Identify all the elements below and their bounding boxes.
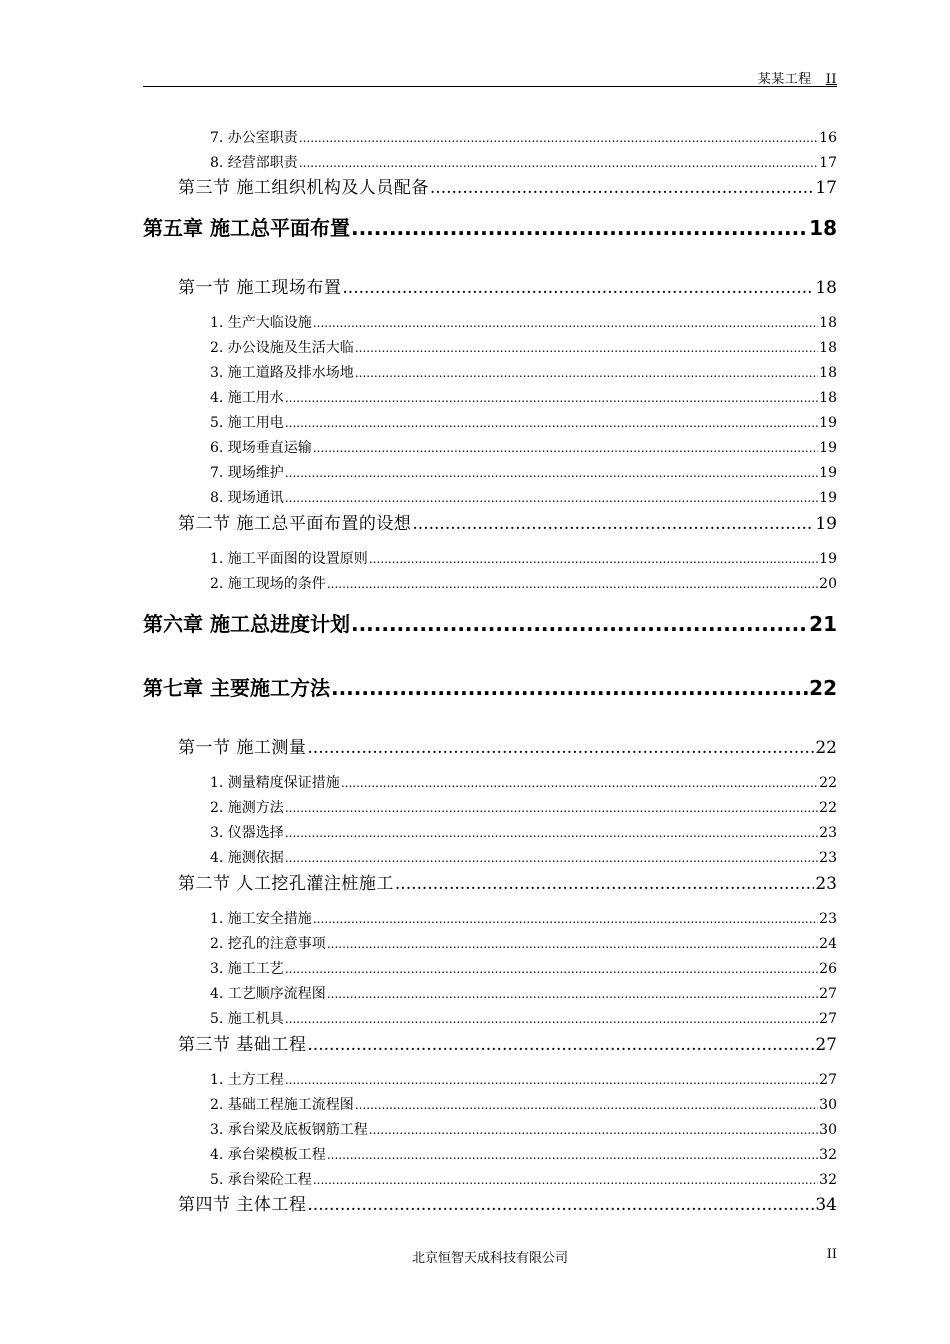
toc-item[interactable] — [143, 486, 837, 511]
toc-entry-title: 第六章 施工总进度计划 — [143, 612, 350, 636]
dot-leader — [299, 126, 818, 151]
dot-leader — [355, 1093, 818, 1118]
toc-item[interactable] — [143, 1143, 837, 1168]
toc-item[interactable] — [143, 796, 837, 821]
toc-item[interactable] — [143, 846, 837, 871]
dot-leader — [285, 957, 818, 982]
toc-item[interactable] — [143, 461, 837, 486]
toc-entry-page: 18 — [819, 390, 837, 406]
dot-leader — [341, 771, 818, 796]
toc-entry-title: 2. 挖孔的注意事项 — [210, 936, 326, 952]
toc-entry-title: 3. 承台梁及底板钢筋工程 — [210, 1122, 368, 1138]
dot-leader — [327, 1143, 818, 1168]
toc-entry-title: 第四节 主体工程 — [178, 1195, 307, 1215]
toc-entry-page: 22 — [819, 800, 837, 816]
footer-page-number: II — [826, 1247, 837, 1262]
toc-entry-page: 19 — [819, 490, 837, 506]
toc-item[interactable] — [143, 1118, 837, 1143]
toc-entry-title: 1. 施工平面图的设置原则 — [210, 551, 368, 567]
dot-leader — [285, 486, 818, 511]
dot-leader — [313, 436, 818, 461]
dot-leader — [395, 871, 814, 897]
toc-entry-title: 8. 现场通讯 — [210, 490, 284, 506]
toc-entry-page: 30 — [819, 1097, 837, 1113]
toc-item[interactable] — [143, 547, 837, 572]
toc-entry-title: 2. 施测方法 — [210, 800, 284, 816]
toc-chapter[interactable] — [143, 211, 837, 275]
toc-section[interactable] — [143, 511, 837, 547]
toc-entry-title: 8. 经营部职责 — [210, 155, 298, 171]
toc-item[interactable] — [143, 1168, 837, 1193]
toc-chapter[interactable] — [143, 671, 837, 735]
toc-item[interactable] — [143, 386, 837, 411]
toc-entry-title: 2. 施工现场的条件 — [210, 576, 326, 592]
toc-item[interactable] — [143, 572, 837, 597]
toc-entry-title: 1. 土方工程 — [210, 1072, 284, 1088]
toc-entry-page: 16 — [819, 130, 837, 146]
header-text — [758, 68, 837, 87]
toc-section[interactable] — [143, 1032, 837, 1068]
toc-entry-page: 32 — [819, 1172, 837, 1188]
toc-entry-page: 22 — [819, 775, 837, 791]
toc-entry-page: 27 — [819, 1011, 837, 1027]
toc-entry-title: 1. 施工安全措施 — [210, 911, 312, 927]
dot-leader — [430, 176, 814, 201]
toc-entry-title: 2. 办公设施及生活大临 — [210, 340, 354, 356]
toc-entry-page: 23 — [819, 850, 837, 866]
dot-leader — [327, 572, 818, 597]
dot-leader — [351, 211, 808, 245]
dot-leader — [285, 821, 818, 846]
dot-leader — [285, 1068, 818, 1093]
toc-entry-page: 19 — [819, 551, 837, 567]
toc-entry-title: 4. 施测依据 — [210, 850, 284, 866]
toc-entry-title: 5. 承台梁砼工程 — [210, 1172, 312, 1188]
toc-entry-title: 4. 工艺顺序流程图 — [210, 986, 326, 1002]
toc-entry-page: 23 — [819, 825, 837, 841]
toc-entry-page: 22 — [815, 738, 837, 758]
toc-entry-title: 第二节 施工总平面布置的设想 — [178, 514, 412, 534]
toc-chapter[interactable] — [143, 607, 837, 671]
toc-entry-page: 27 — [815, 1035, 837, 1055]
toc-entry-title: 第五章 施工总平面布置 — [143, 216, 350, 240]
toc-item[interactable] — [143, 1093, 837, 1118]
toc-item[interactable] — [143, 957, 837, 982]
dot-leader — [313, 1168, 818, 1193]
toc-entry-title: 第二节 人工挖孔灌注桩施工 — [178, 874, 394, 894]
toc-entry-title: 第七章 主要施工方法 — [143, 676, 330, 700]
dot-leader — [369, 1118, 818, 1143]
header-title: 某某工程 — [757, 72, 812, 87]
dot-leader — [342, 275, 814, 301]
header-page-number: II — [825, 72, 837, 87]
toc-section[interactable] — [143, 871, 837, 907]
dot-leader — [313, 311, 818, 336]
dot-leader — [307, 1193, 814, 1218]
dot-leader — [327, 932, 818, 957]
toc-entry-page: 22 — [809, 676, 837, 700]
table-of-contents — [143, 126, 837, 1218]
dot-leader — [369, 547, 818, 572]
toc-item[interactable] — [143, 771, 837, 796]
toc-entry-page: 19 — [819, 415, 837, 431]
dot-leader — [327, 982, 818, 1007]
dot-leader — [299, 151, 818, 176]
toc-item[interactable] — [143, 361, 837, 386]
toc-entry-title: 3. 施工工艺 — [210, 961, 284, 977]
dot-leader — [412, 511, 814, 537]
toc-entry-page: 18 — [815, 278, 837, 298]
dot-leader — [285, 411, 818, 436]
toc-item[interactable] — [143, 126, 837, 151]
toc-item[interactable] — [143, 1007, 837, 1032]
toc-entry-title: 第三节 基础工程 — [178, 1035, 307, 1055]
dot-leader — [285, 461, 818, 486]
toc-entry-title: 7. 现场维护 — [210, 465, 284, 481]
toc-entry-title: 7. 办公室职责 — [210, 130, 298, 146]
toc-entry-title: 6. 现场垂直运输 — [210, 440, 312, 456]
toc-entry-page: 17 — [819, 155, 837, 171]
dot-leader — [285, 846, 818, 871]
toc-item[interactable] — [143, 821, 837, 846]
toc-entry-title: 2. 基础工程施工流程图 — [210, 1097, 354, 1113]
toc-item[interactable] — [143, 932, 837, 957]
toc-entry-page: 20 — [819, 576, 837, 592]
toc-entry-page: 24 — [819, 936, 837, 952]
toc-entry-page: 18 — [819, 365, 837, 381]
toc-entry-page: 18 — [819, 340, 837, 356]
toc-item[interactable] — [143, 907, 837, 932]
toc-item[interactable] — [143, 311, 837, 336]
toc-section[interactable] — [143, 176, 837, 201]
toc-section[interactable] — [143, 1193, 837, 1218]
toc-entry-title: 4. 承台梁模板工程 — [210, 1147, 326, 1163]
toc-entry-title: 4. 施工用水 — [210, 390, 284, 406]
toc-entry-page: 27 — [819, 1072, 837, 1088]
dot-leader — [355, 361, 818, 386]
toc-entry-page: 23 — [819, 911, 837, 927]
toc-entry-title: 5. 施工用电 — [210, 415, 284, 431]
toc-item[interactable] — [143, 411, 837, 436]
toc-entry-page: 18 — [819, 315, 837, 331]
toc-item[interactable] — [143, 436, 837, 461]
toc-entry-title: 3. 施工道路及排水场地 — [210, 365, 354, 381]
toc-entry-page: 19 — [815, 514, 837, 534]
toc-entry-page: 23 — [815, 874, 837, 894]
toc-entry-page: 26 — [819, 961, 837, 977]
dot-leader — [313, 907, 818, 932]
toc-entry-title: 3. 仪器选择 — [210, 825, 284, 841]
toc-entry-page: 27 — [819, 986, 837, 1002]
toc-section[interactable] — [143, 275, 837, 311]
toc-item[interactable] — [143, 982, 837, 1007]
toc-entry-page: 19 — [819, 465, 837, 481]
toc-entry-title: 第一节 施工测量 — [178, 738, 307, 758]
toc-item[interactable] — [143, 1068, 837, 1093]
toc-item[interactable] — [143, 151, 837, 176]
dot-leader — [307, 1032, 814, 1058]
toc-item[interactable] — [143, 336, 837, 361]
page-header — [143, 66, 837, 87]
toc-entry-title: 1. 测量精度保证措施 — [210, 775, 340, 791]
toc-entry-page: 19 — [819, 440, 837, 456]
toc-entry-title: 1. 生产大临设施 — [210, 315, 312, 331]
toc-entry-title: 第三节 施工组织机构及人员配备 — [178, 178, 429, 198]
toc-entry-page: 21 — [809, 612, 837, 636]
dot-leader — [355, 336, 818, 361]
dot-leader — [285, 796, 818, 821]
toc-entry-page: 30 — [819, 1122, 837, 1138]
toc-entry-page: 34 — [815, 1195, 837, 1215]
dot-leader — [331, 671, 808, 705]
footer-company: 北京恒智天成科技有限公司 — [411, 1251, 568, 1266]
dot-leader — [351, 607, 808, 641]
dot-leader — [307, 735, 814, 761]
dot-leader — [285, 386, 818, 411]
toc-entry-page: 18 — [809, 216, 837, 240]
toc-entry-page: 32 — [819, 1147, 837, 1163]
toc-entry-title: 5. 施工机具 — [210, 1011, 284, 1027]
toc-entry-page: 17 — [815, 178, 837, 198]
toc-entry-title: 第一节 施工现场布置 — [178, 278, 342, 298]
dot-leader — [285, 1007, 818, 1032]
toc-section[interactable] — [143, 735, 837, 771]
